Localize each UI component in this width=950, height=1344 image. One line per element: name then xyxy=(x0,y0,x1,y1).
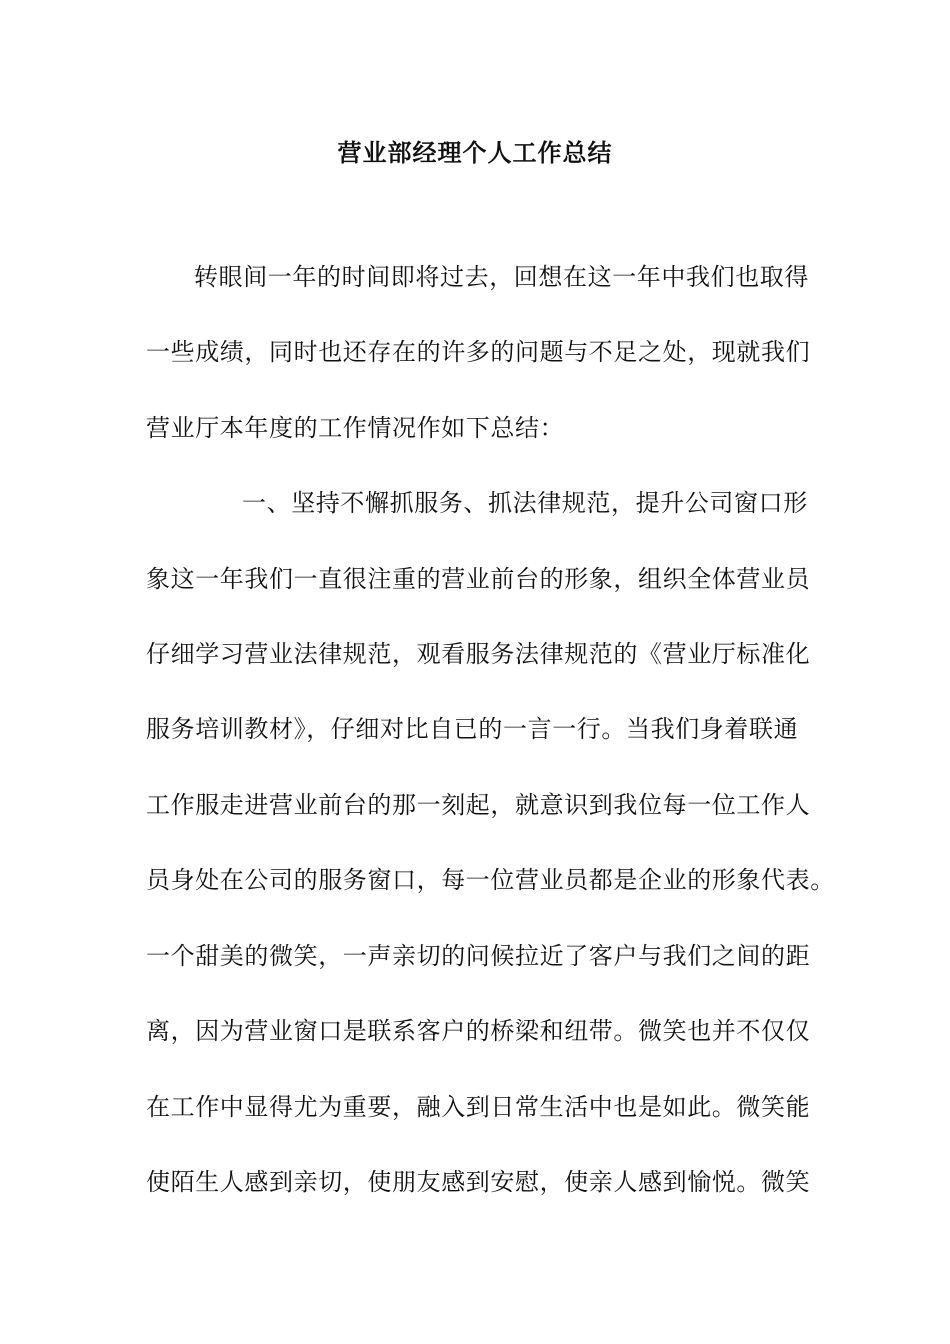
document-title: 营业部经理个人工作总结 xyxy=(337,138,613,167)
paragraph-line: 员身处在公司的服务窗口，每一位营业员都是企业的形象代表。 xyxy=(146,866,835,894)
paragraph-line: 使陌生人感到亲切，使朋友感到安慰，使亲人感到愉悦。微笑 xyxy=(146,1168,811,1196)
paragraph-line: 一些成绩，同时也还存在的许多的问题与不足之处，现就我们 xyxy=(146,338,811,366)
paragraph-line: 转眼间一年的时间即将过去，回想在这一年中我们也取得 xyxy=(194,263,809,291)
paragraph-line: 离，因为营业窗口是联系客户的桥梁和纽带。微笑也并不仅仅 xyxy=(146,1017,811,1045)
paragraph-line: 一、坚持不懈抓服务、抓法律规范，提升公司窗口形 xyxy=(242,489,808,517)
paragraph-line: 一个甜美的微笑，一声亲切的问候拉近了客户与我们之间的距 xyxy=(146,942,811,970)
paragraph-line: 工作服走进营业前台的那一刻起，就意识到我位每一位工作人 xyxy=(146,791,811,819)
paragraph-line: 象这一年我们一直很注重的营业前台的形象，组织全体营业员 xyxy=(146,565,811,593)
paragraph-line: 在工作中显得尤为重要，融入到日常生活中也是如此。微笑能 xyxy=(146,1093,811,1121)
paragraph-line: 服务培训教材》，仔细对比自已的一言一行。当我们身着联通 xyxy=(146,715,799,743)
paragraph-line: 营业厅本年度的工作情况作如下总结： xyxy=(146,414,565,442)
paragraph-line: 仔细学习营业法律规范，观看服务法律规范的《营业厅标准化 xyxy=(146,640,811,668)
